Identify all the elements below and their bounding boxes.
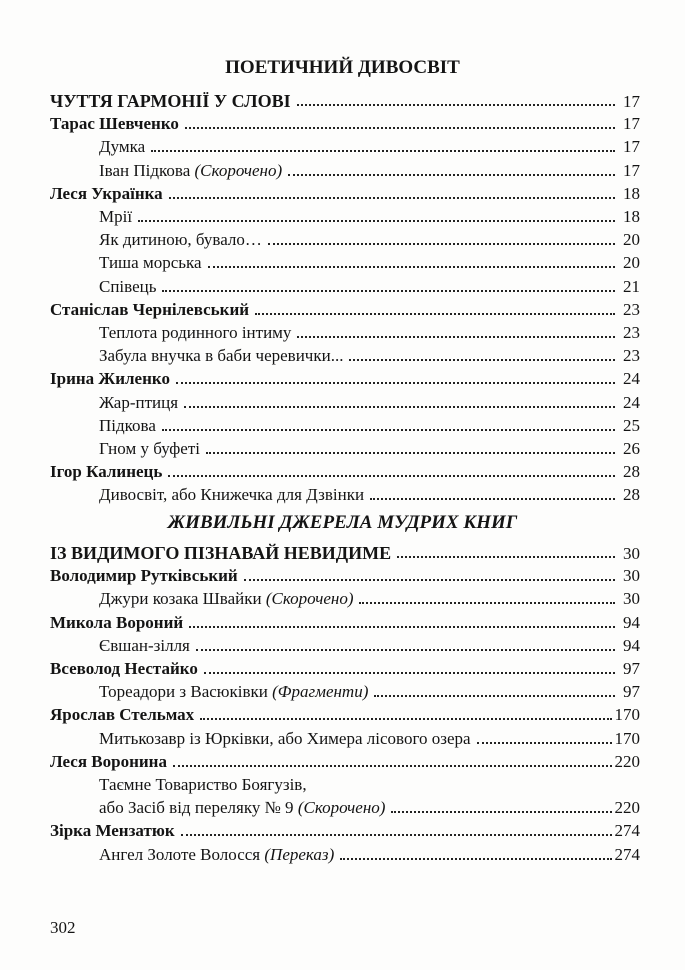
toc-entry-title-text: Як дитиною, бувало… bbox=[99, 230, 262, 250]
dot-leader bbox=[349, 359, 615, 361]
toc-entry-page: 30 bbox=[623, 589, 640, 609]
toc-entry-title-text: Ірина Жиленко bbox=[50, 369, 170, 389]
toc-entry-page: 28 bbox=[623, 485, 640, 505]
toc-entry-title bbox=[99, 252, 202, 274]
toc-entry-page: 24 bbox=[623, 392, 640, 412]
toc-author-row bbox=[50, 461, 640, 483]
toc-entry-page: 30 bbox=[623, 566, 640, 586]
toc-entry-title bbox=[50, 704, 194, 726]
toc-work-row bbox=[99, 276, 640, 298]
toc-entry-title bbox=[50, 612, 183, 634]
toc-work-row bbox=[99, 728, 640, 750]
toc-entry-title bbox=[99, 681, 368, 703]
dot-leader bbox=[340, 858, 611, 860]
toc-author-row bbox=[50, 820, 640, 842]
toc-entry-page: 97 bbox=[623, 659, 640, 678]
toc-entry-page: 17 bbox=[623, 92, 640, 111]
toc-entry-title-text: Станіслав Чернілевський bbox=[50, 299, 250, 319]
section-heading: ЖИВИЛЬНІ ДЖЕРЕЛА МУДРИХ КНИГ bbox=[167, 512, 518, 533]
dot-leader bbox=[138, 220, 615, 222]
toc-entry-title-text: Митькозавр із Юрківки, або Химера лісового озера bbox=[99, 728, 471, 748]
toc-entry-title-text: Тиша морська bbox=[99, 253, 202, 273]
section-heading: ПОЕТИЧНИЙ ДИВОСВІТ bbox=[225, 57, 460, 78]
toc-author-row bbox=[50, 299, 640, 321]
toc-entry-title bbox=[99, 322, 291, 344]
toc-entry-title bbox=[99, 345, 343, 367]
toc-entry-title bbox=[99, 160, 282, 182]
toc-entry-title bbox=[50, 565, 238, 587]
dot-leader bbox=[206, 452, 615, 454]
dot-leader bbox=[196, 649, 615, 651]
toc-entry-page: 25 bbox=[623, 415, 640, 435]
toc-entry-title bbox=[99, 635, 190, 657]
dot-leader bbox=[200, 718, 611, 720]
toc-entry-title bbox=[99, 844, 334, 866]
toc-work-row bbox=[99, 392, 640, 414]
toc-entry-note: (Фрагменти) bbox=[272, 682, 369, 702]
toc-entry-page: 26 bbox=[623, 439, 640, 458]
toc-entry-title bbox=[99, 484, 364, 506]
toc-entry-title bbox=[50, 183, 163, 205]
dot-leader bbox=[162, 429, 615, 431]
toc-author-row bbox=[50, 704, 640, 726]
toc-work-row bbox=[99, 345, 640, 367]
toc-work-row bbox=[99, 588, 640, 610]
toc-author-row bbox=[50, 751, 640, 773]
toc-entry-title-text: Всеволод Нестайко bbox=[50, 659, 198, 678]
toc-work-row bbox=[99, 844, 640, 866]
toc-entry-page: 274 bbox=[614, 844, 640, 864]
dot-leader bbox=[184, 406, 615, 408]
dot-leader bbox=[181, 834, 612, 836]
dot-leader bbox=[297, 336, 615, 338]
toc-entry-page: 18 bbox=[623, 207, 640, 226]
toc-author-row bbox=[50, 565, 640, 587]
toc-entry-title-text: Зірка Мензатюк bbox=[50, 821, 175, 841]
toc-entry-title-text: Джури козака Швайки bbox=[99, 589, 266, 609]
toc-entry-title bbox=[99, 415, 156, 437]
toc-entry-title-text: Ігор Калинець bbox=[50, 462, 163, 482]
toc-entry-title bbox=[50, 461, 162, 483]
toc-work-row bbox=[99, 774, 640, 796]
dot-leader bbox=[168, 475, 615, 477]
dot-leader bbox=[151, 150, 615, 152]
dot-leader bbox=[397, 556, 615, 558]
dot-leader bbox=[374, 695, 615, 697]
toc-entry-page: 21 bbox=[623, 276, 640, 296]
toc-entry-title bbox=[50, 658, 198, 680]
toc-entry-note: (Скорочено) bbox=[265, 589, 354, 609]
toc-entry-title bbox=[50, 751, 167, 773]
dot-leader bbox=[185, 127, 615, 129]
toc-entry-page: 274 bbox=[614, 821, 640, 841]
toc-entry-page: 23 bbox=[623, 323, 640, 342]
toc-entry-title bbox=[50, 542, 391, 564]
toc-entry-title-text: Підкова bbox=[99, 415, 156, 435]
toc-work-row bbox=[99, 252, 640, 274]
toc-entry-page: 17 bbox=[623, 160, 640, 180]
toc-entry-title bbox=[99, 797, 385, 819]
page-number: 302 bbox=[50, 918, 76, 937]
toc-entry-title-text: Микола Вороний bbox=[50, 612, 184, 632]
toc-entry-title bbox=[99, 206, 132, 228]
toc-entry-page: 28 bbox=[623, 462, 640, 482]
toc-entry-page: 170 bbox=[614, 728, 640, 748]
toc-entry-page: 17 bbox=[623, 137, 640, 157]
toc-entry-title-text: Теплота родинного інтиму bbox=[99, 323, 292, 342]
toc-entry-page: 97 bbox=[623, 682, 640, 702]
dot-leader bbox=[297, 104, 615, 106]
dot-leader bbox=[288, 174, 615, 176]
toc-entry-title bbox=[50, 820, 175, 842]
dot-leader bbox=[255, 313, 615, 315]
toc-work-row bbox=[99, 206, 640, 228]
toc-entry-title-text: Мрії bbox=[99, 207, 133, 226]
toc-entry-title bbox=[99, 438, 200, 460]
toc-entry-title bbox=[99, 392, 178, 414]
toc-entry-page: 20 bbox=[623, 230, 640, 250]
toc-author-row bbox=[50, 113, 640, 135]
toc-work-row bbox=[99, 438, 640, 460]
dot-leader bbox=[359, 602, 615, 604]
toc-entry-title bbox=[99, 728, 471, 750]
toc-work-row bbox=[99, 635, 640, 657]
toc-entry-title-text: Забула внучка в баби черевички... bbox=[99, 346, 344, 366]
toc-work-row bbox=[99, 322, 640, 344]
dot-leader bbox=[244, 579, 615, 581]
toc-entry-page: 94 bbox=[623, 612, 640, 632]
toc-work-row bbox=[99, 229, 640, 251]
dot-leader bbox=[162, 290, 615, 292]
toc-entry-page: 220 bbox=[614, 798, 640, 818]
toc-entry-title-text: Ангел Золоте Волосся bbox=[99, 844, 265, 864]
toc-entry-page: 23 bbox=[623, 346, 640, 366]
toc-entry-title-text: Дивосвіт, або Книжечка для Дзвінки bbox=[99, 485, 365, 505]
toc-author-row bbox=[50, 658, 640, 680]
dot-leader bbox=[189, 626, 615, 628]
toc-work-row bbox=[99, 681, 640, 703]
dot-leader bbox=[208, 266, 615, 268]
toc-entry-title-text: Іван Підкова bbox=[99, 160, 195, 180]
toc-entry-title-text: Гном у буфеті bbox=[99, 439, 201, 458]
toc-entry-title-text: ІЗ ВИДИМОГО ПІЗНАВАЙ НЕВИДИМЕ bbox=[50, 543, 392, 563]
toc-work-row bbox=[99, 797, 640, 819]
toc-entry-page: 23 bbox=[623, 299, 640, 319]
toc-entry-title-text: Тарас Шевченко bbox=[50, 114, 179, 134]
toc-entry-title-text: Леся Воронина bbox=[50, 751, 167, 771]
toc-work-row bbox=[99, 136, 640, 158]
toc-work-row bbox=[99, 415, 640, 437]
toc-chapter-row bbox=[50, 90, 640, 112]
dot-leader bbox=[391, 811, 611, 813]
toc-entry-title bbox=[99, 588, 353, 610]
toc-entry-title-text: Таємне Товариство Боягузів, bbox=[99, 775, 307, 794]
toc-entry-page: 94 bbox=[623, 635, 640, 655]
toc-work-row bbox=[99, 160, 640, 182]
toc-work-row bbox=[99, 484, 640, 506]
toc-entry-title-text: ЧУТТЯ ГАРМОНІЇ У СЛОВІ bbox=[50, 91, 291, 111]
toc-entry-title-text: Леся Українка bbox=[50, 183, 163, 203]
toc-entry-note: (Скорочено) bbox=[297, 798, 386, 818]
toc-entry-page: 18 bbox=[623, 183, 640, 203]
toc-entry-page: 30 bbox=[623, 544, 640, 563]
toc-entry-title bbox=[99, 136, 145, 158]
dot-leader bbox=[370, 498, 615, 500]
dot-leader bbox=[204, 672, 615, 674]
toc-entry-title-text: Жар-птиця bbox=[99, 392, 179, 412]
toc-entry-title bbox=[50, 299, 249, 321]
toc-entry-title-text: Думка bbox=[99, 137, 146, 157]
toc-entry-title-text: Співець bbox=[99, 276, 157, 296]
toc-entry-title bbox=[99, 229, 262, 251]
dot-leader bbox=[268, 243, 615, 245]
toc-entry-title bbox=[50, 90, 291, 112]
toc-entry-page: 220 bbox=[614, 751, 640, 771]
toc-entry-note: (Переказ) bbox=[264, 844, 335, 864]
toc-author-row bbox=[50, 612, 640, 634]
toc-author-row bbox=[50, 368, 640, 390]
dot-leader bbox=[169, 197, 615, 199]
toc-entry-title bbox=[50, 113, 179, 135]
toc-entry-page: 170 bbox=[614, 705, 640, 725]
toc-entry-title-text: Тореадори з Васюківки bbox=[99, 682, 273, 702]
toc-entry-title bbox=[99, 276, 156, 298]
toc-entry-title bbox=[99, 774, 307, 796]
toc-entry-note: (Скорочено) bbox=[194, 160, 283, 180]
toc-entry-page: 17 bbox=[623, 114, 640, 134]
toc-author-row bbox=[50, 183, 640, 205]
toc-entry-title-text: Євшан-зілля bbox=[99, 635, 190, 655]
toc-entry-page: 20 bbox=[623, 253, 640, 273]
toc-entry-title-text: або Засіб від переляку № 9 bbox=[99, 798, 298, 818]
toc-entry-title bbox=[50, 368, 170, 390]
dot-leader bbox=[173, 765, 612, 767]
dot-leader bbox=[176, 382, 615, 384]
toc-entry-title-text: Ярослав Стельмах bbox=[50, 705, 195, 725]
toc-entry-title-text: Володимир Рутківський bbox=[50, 566, 238, 586]
dot-leader bbox=[477, 742, 612, 744]
toc-entry-page: 24 bbox=[623, 369, 640, 389]
toc-chapter-row bbox=[50, 542, 640, 564]
